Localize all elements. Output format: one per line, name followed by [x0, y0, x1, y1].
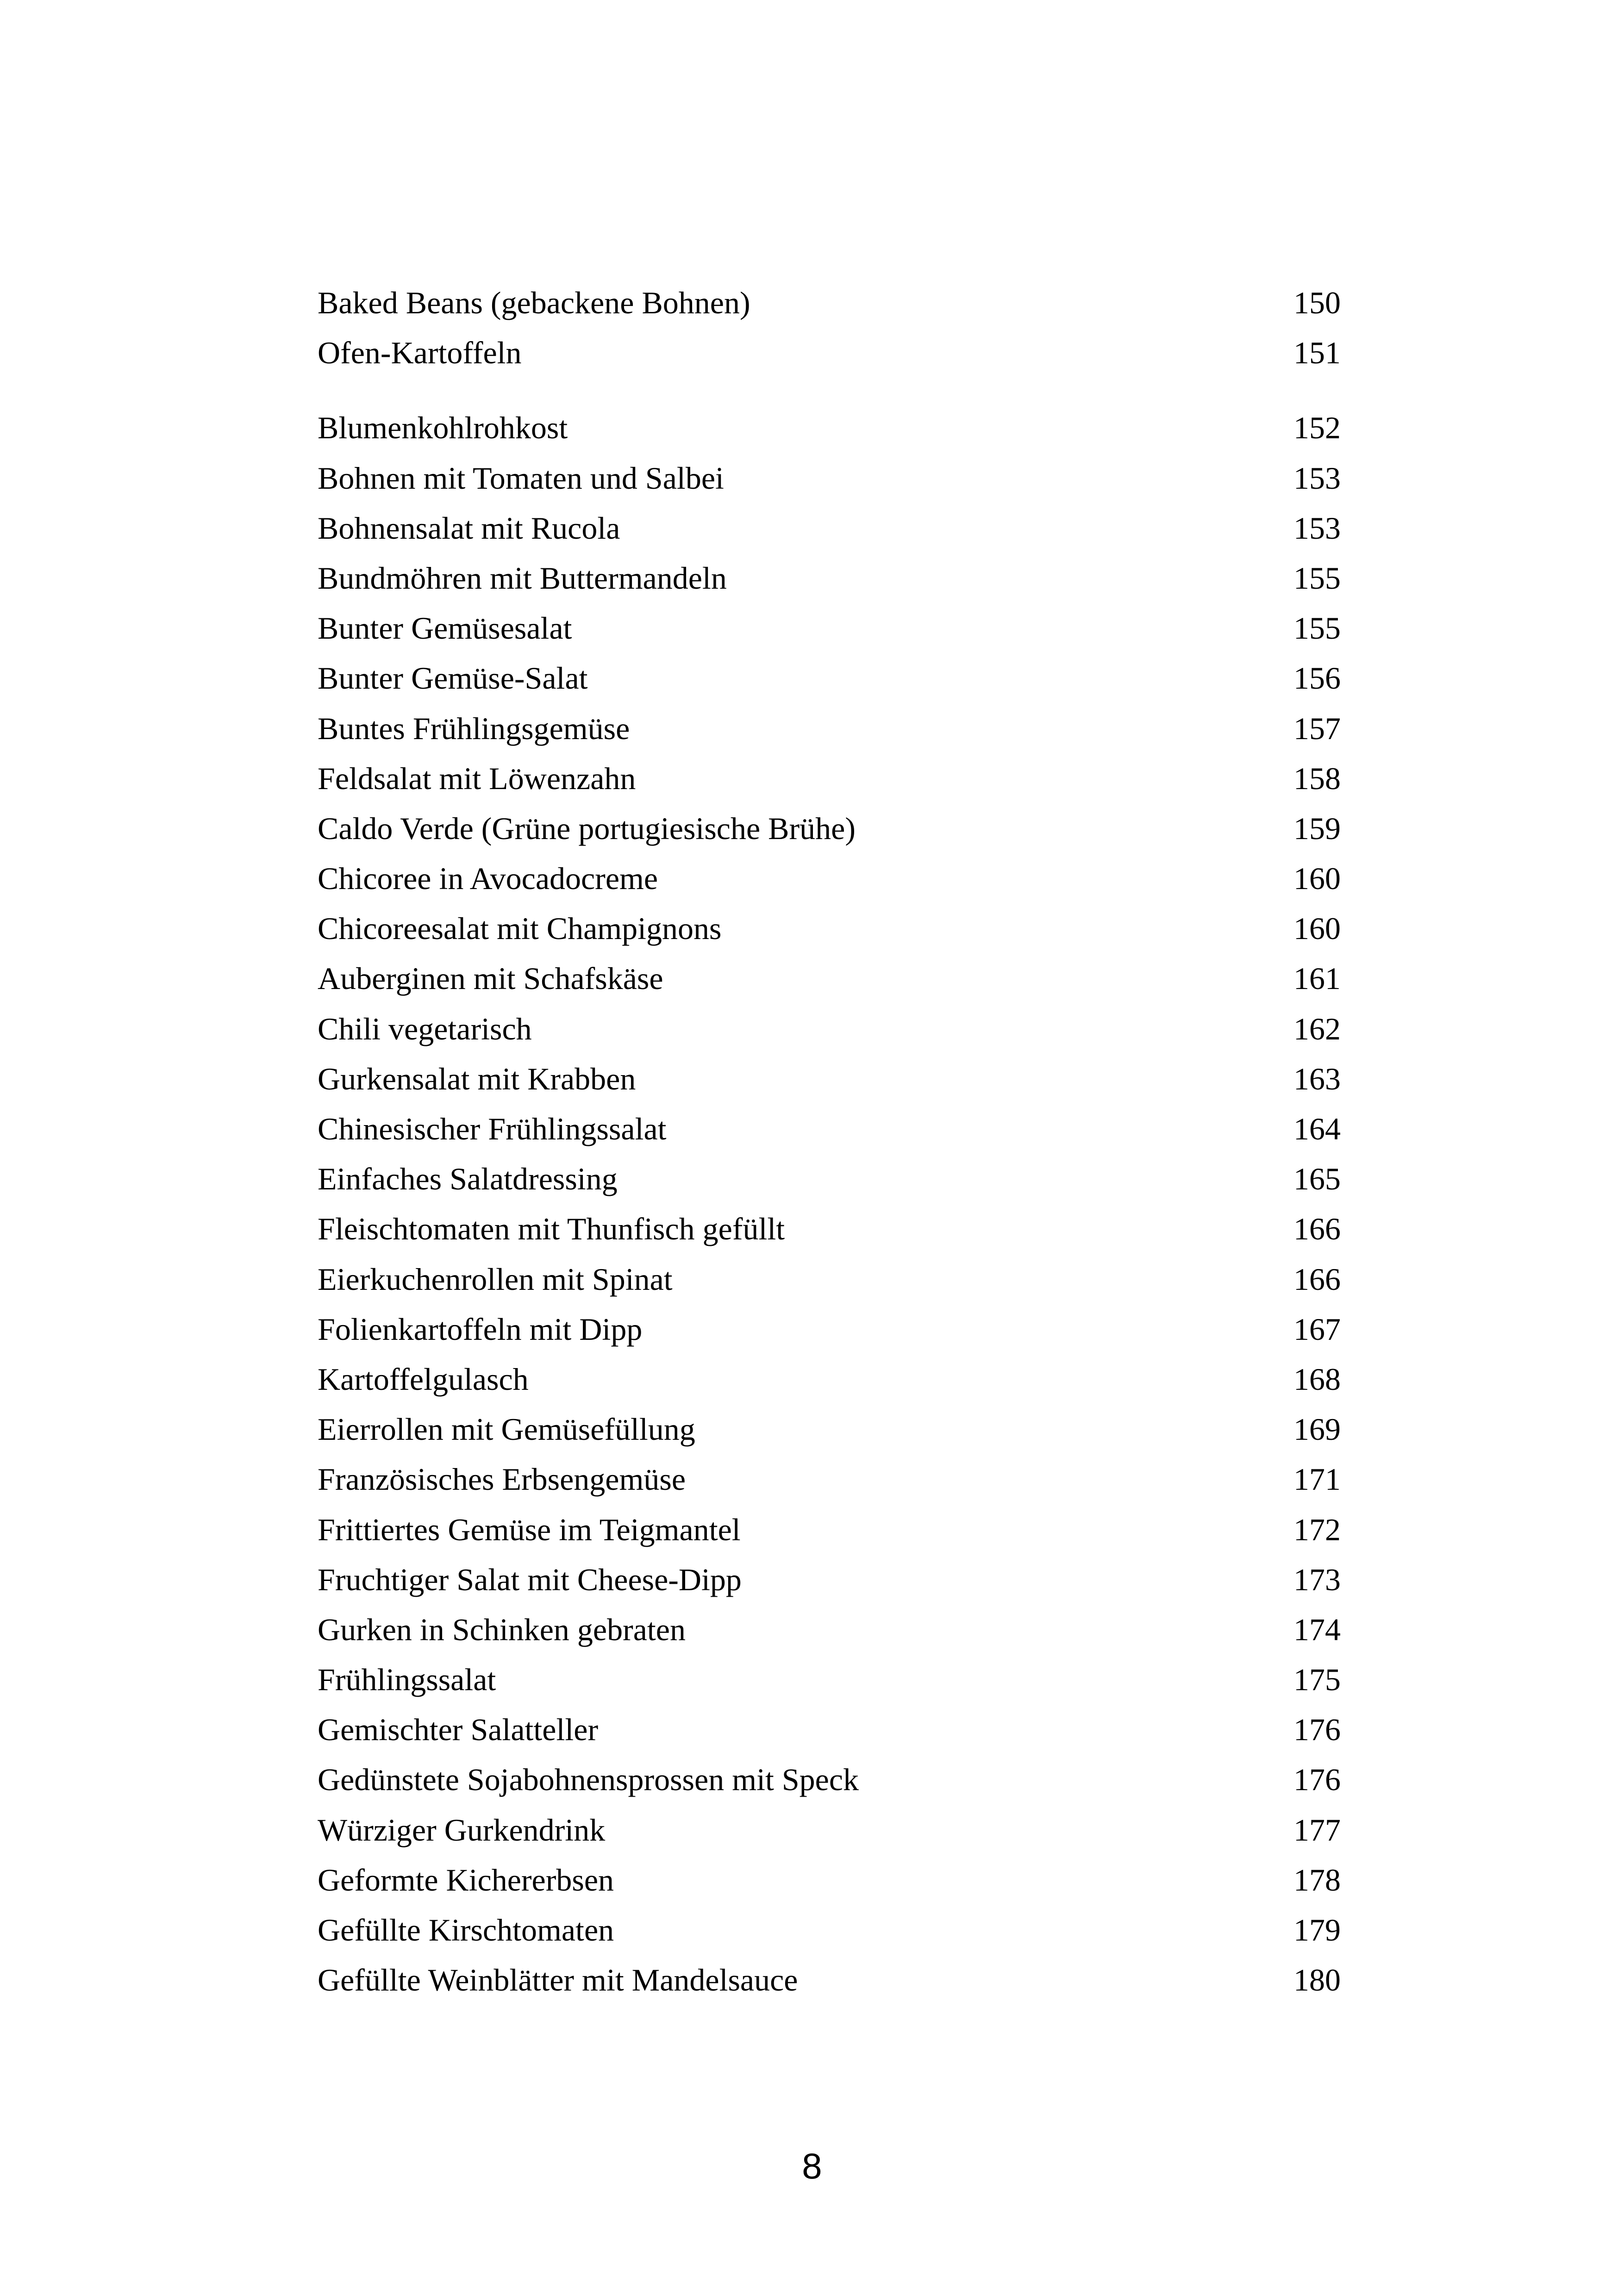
- toc-entry-title: Fruchtiger Salat mit Cheese-Dipp: [318, 1562, 742, 1597]
- toc-entry: [318, 703, 1341, 753]
- toc-entry-page-number: 163: [1293, 1061, 1341, 1096]
- toc-entry: [318, 853, 1341, 903]
- toc-entry-page-number: 168: [1293, 1361, 1341, 1397]
- toc-entry-page-number: 155: [1293, 560, 1341, 596]
- toc-entry-page-number: 159: [1293, 810, 1341, 846]
- toc-entry-page-number: 173: [1293, 1562, 1341, 1597]
- toc-entry-title: Gurken in Schinken gebraten: [318, 1612, 686, 1647]
- toc-entry-title: Baked Beans (gebackene Bohnen): [318, 285, 750, 320]
- toc-entry: [318, 1304, 1341, 1354]
- toc-entry-title: Folienkartoffeln mit Dipp: [318, 1311, 643, 1347]
- toc-entry-page-number: 165: [1293, 1161, 1341, 1197]
- toc-entry-page-number: 178: [1293, 1862, 1341, 1898]
- toc-entry-page-number: 175: [1293, 1662, 1341, 1698]
- toc-entry-title: Bohnensalat mit Rucola: [318, 510, 620, 546]
- toc-entry-page-number: 169: [1293, 1412, 1341, 1447]
- toc-entry-title: Eierkuchenrollen mit Spinat: [318, 1261, 673, 1297]
- toc-entry: [318, 1705, 1341, 1755]
- toc-entry-page-number: 176: [1293, 1762, 1341, 1798]
- toc-entry-title: Gefüllte Weinblätter mit Mandelsauce: [318, 1962, 798, 1998]
- toc-entry: [318, 1655, 1341, 1705]
- toc-entry-title: Gemischter Salatteller: [318, 1712, 599, 1748]
- toc-entry-title: Blumenkohlrohkost: [318, 410, 568, 446]
- toc-entry-page-number: 176: [1293, 1712, 1341, 1748]
- toc-entry: [318, 553, 1341, 603]
- toc-entry: [318, 1354, 1341, 1404]
- toc-entry: [318, 1204, 1341, 1254]
- toc-entry-page-number: 179: [1293, 1912, 1341, 1948]
- toc-entry: [318, 453, 1341, 503]
- toc-entry: [318, 278, 1341, 328]
- toc-entry-title: Gefüllte Kirschtomaten: [318, 1912, 614, 1948]
- toc-entry-title: Auberginen mit Schafskäse: [318, 961, 663, 996]
- toc-entry: [318, 403, 1341, 453]
- toc-entry: [318, 1454, 1341, 1504]
- toc-entry: [318, 1805, 1341, 1855]
- toc-entry-page-number: 162: [1293, 1011, 1341, 1046]
- toc-entry: [318, 1905, 1341, 1955]
- toc-entry: [318, 1254, 1341, 1304]
- toc-entry: [318, 1404, 1341, 1454]
- toc-entry-title: Fleischtomaten mit Thunfisch gefüllt: [318, 1211, 785, 1247]
- toc-entry-page-number: 158: [1293, 760, 1341, 796]
- toc-entry: [318, 1004, 1341, 1054]
- toc-entry-page-number: 174: [1293, 1612, 1341, 1647]
- toc-entry-page-number: 172: [1293, 1512, 1341, 1547]
- page-number: 8: [802, 2146, 822, 2186]
- toc-entry-title: Chicoreesalat mit Champignons: [318, 911, 722, 946]
- table-of-contents: [318, 278, 1341, 2005]
- toc-entry-page-number: 160: [1293, 911, 1341, 946]
- toc-entry-title: Eierrollen mit Gemüsefüllung: [318, 1412, 695, 1447]
- toc-entry-page-number: 153: [1293, 510, 1341, 546]
- toc-entry-page-number: 155: [1293, 610, 1341, 646]
- toc-entry-title: Bohnen mit Tomaten und Salbei: [318, 460, 724, 496]
- toc-entry-title: Chinesischer Frühlingssalat: [318, 1111, 667, 1146]
- toc-entry-page-number: 167: [1293, 1311, 1341, 1347]
- toc-entry: [318, 953, 1341, 1003]
- toc-entry-page-number: 152: [1293, 410, 1341, 446]
- toc-entry-title: Würziger Gurkendrink: [318, 1812, 606, 1848]
- toc-entry-page-number: 156: [1293, 660, 1341, 696]
- toc-entry-title: Gedünstete Sojabohnensprossen mit Speck: [318, 1762, 859, 1798]
- toc-entry-page-number: 171: [1293, 1462, 1341, 1497]
- toc-entry-page-number: 161: [1293, 961, 1341, 996]
- toc-entry-title: Kartoffelgulasch: [318, 1361, 529, 1397]
- toc-entry-title: Geformte Kichererbsen: [318, 1862, 614, 1898]
- toc-entry: [318, 653, 1341, 703]
- toc-entry-title: Bundmöhren mit Buttermandeln: [318, 560, 727, 596]
- toc-entry-page-number: 160: [1293, 861, 1341, 896]
- toc-entry: [318, 1104, 1341, 1154]
- toc-entry: [318, 1955, 1341, 2005]
- toc-entry: [318, 603, 1341, 653]
- toc-group: [318, 403, 1341, 2005]
- toc-entry-page-number: 164: [1293, 1111, 1341, 1146]
- toc-entry: [318, 1755, 1341, 1804]
- toc-entry: [318, 1054, 1341, 1104]
- toc-entry: [318, 903, 1341, 953]
- toc-entry-title: Caldo Verde (Grüne portugiesische Brühe): [318, 810, 856, 846]
- toc-entry-title: Bunter Gemüse-Salat: [318, 660, 588, 696]
- toc-entry: [318, 1505, 1341, 1555]
- toc-entry-page-number: 180: [1293, 1962, 1341, 1998]
- toc-entry: [318, 803, 1341, 853]
- toc-group: [318, 278, 1341, 378]
- toc-entry-title: Gurkensalat mit Krabben: [318, 1061, 636, 1096]
- toc-entry-page-number: 166: [1293, 1211, 1341, 1247]
- toc-entry: [318, 753, 1341, 803]
- toc-entry-title: Frittiertes Gemüse im Teigmantel: [318, 1512, 741, 1547]
- toc-entry-page-number: 166: [1293, 1261, 1341, 1297]
- toc-entry: [318, 1855, 1341, 1905]
- toc-entry-page-number: 157: [1293, 710, 1341, 746]
- toc-entry: [318, 503, 1341, 553]
- toc-entry-title: Französisches Erbsengemüse: [318, 1462, 686, 1497]
- toc-entry-title: Ofen-Kartoffeln: [318, 335, 522, 371]
- toc-entry: [318, 1154, 1341, 1204]
- toc-entry-page-number: 177: [1293, 1812, 1341, 1848]
- toc-entry-title: Einfaches Salatdressing: [318, 1161, 618, 1197]
- toc-entry: [318, 1605, 1341, 1655]
- toc-entry-title: Bunter Gemüsesalat: [318, 610, 572, 646]
- toc-entry-page-number: 151: [1293, 335, 1341, 371]
- toc-entry: [318, 1555, 1341, 1605]
- toc-entry: [318, 328, 1341, 378]
- toc-entry-title: Chicoree in Avocadocreme: [318, 861, 658, 896]
- toc-entry-title: Feldsalat mit Löwenzahn: [318, 760, 636, 796]
- toc-entry-page-number: 153: [1293, 460, 1341, 496]
- toc-entry-title: Buntes Frühlingsgemüse: [318, 710, 630, 746]
- toc-entry-title: Chili vegetarisch: [318, 1011, 532, 1046]
- toc-entry-page-number: 150: [1293, 285, 1341, 320]
- toc-entry-title: Frühlingssalat: [318, 1662, 496, 1698]
